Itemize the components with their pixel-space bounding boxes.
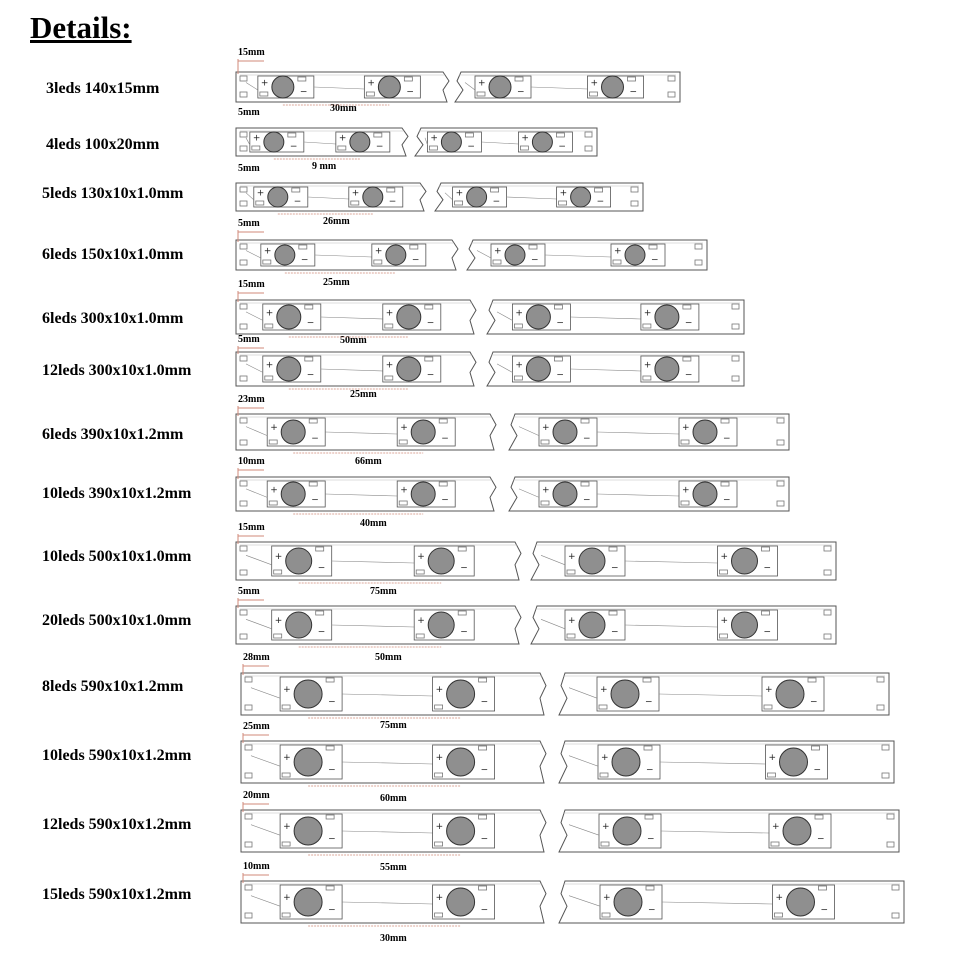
- strip-outline: [559, 741, 894, 783]
- led-chip: [571, 187, 591, 207]
- pitch-dimension-label: 40mm: [360, 518, 387, 529]
- led-chip: [505, 245, 525, 265]
- led-chip: [693, 482, 717, 506]
- minus-sign: −: [480, 697, 489, 708]
- minus-sign: −: [817, 834, 825, 845]
- minus-sign: −: [763, 627, 772, 638]
- edge-dimension-label: 20mm: [243, 790, 270, 801]
- minus-sign: −: [651, 255, 659, 266]
- plus-sign: +: [515, 308, 523, 319]
- led-chip: [428, 548, 454, 574]
- strip-spec-label: 12leds 300x10x1.0mm: [42, 362, 192, 379]
- led-chip: [732, 612, 758, 638]
- minus-sign: −: [820, 905, 829, 916]
- strip-row: [236, 406, 789, 453]
- led-chip: [428, 612, 454, 638]
- strip-outline: [531, 542, 836, 580]
- strip-spec-label: 12leds 590x10x1.2mm: [42, 816, 192, 833]
- plus-sign: +: [417, 552, 425, 563]
- strip-spec-label: 6leds 390x10x1.2mm: [42, 426, 184, 443]
- led-chip: [294, 748, 322, 776]
- plus-sign: +: [521, 133, 529, 144]
- plus-sign: +: [603, 892, 611, 903]
- led-chip: [272, 76, 294, 98]
- plus-sign: +: [338, 133, 347, 144]
- edge-dimension-label: 5mm: [238, 334, 260, 345]
- minus-sign: −: [646, 765, 654, 776]
- led-chip: [268, 187, 288, 207]
- pitch-dimension-label: 9 mm: [312, 161, 337, 172]
- strip-outline: [559, 881, 904, 923]
- led-chip: [363, 187, 383, 207]
- plus-sign: +: [455, 188, 464, 199]
- strip-spec-label: 20leds 500x10x1.0mm: [42, 612, 192, 629]
- plus-sign: +: [559, 188, 568, 199]
- plus-sign: +: [400, 423, 408, 434]
- plus-sign: +: [351, 188, 360, 199]
- plus-sign: +: [252, 133, 261, 144]
- strip-outline: [531, 606, 836, 644]
- led-chip: [787, 888, 815, 916]
- minus-sign: −: [480, 765, 489, 776]
- led-chip: [732, 548, 758, 574]
- plus-sign: +: [772, 821, 780, 832]
- plus-sign: +: [542, 485, 550, 496]
- minus-sign: −: [723, 434, 731, 444]
- led-chip: [776, 680, 804, 708]
- led-chip: [447, 748, 475, 776]
- led-chip: [526, 357, 550, 381]
- led-chip: [489, 76, 511, 98]
- strip-row: [236, 183, 643, 214]
- led-chip: [612, 748, 640, 776]
- plus-sign: +: [374, 246, 383, 257]
- led-chip: [602, 76, 624, 98]
- plus-sign: +: [515, 360, 523, 371]
- minus-sign: −: [306, 370, 315, 381]
- minus-sign: −: [467, 142, 475, 152]
- plus-sign: +: [601, 752, 609, 763]
- plus-sign: +: [400, 485, 408, 496]
- led-chip: [655, 357, 679, 381]
- minus-sign: −: [311, 434, 319, 444]
- led-chip: [655, 305, 679, 329]
- pitch-dimension-label: 55mm: [380, 862, 407, 873]
- led-chip: [277, 305, 301, 329]
- plus-sign: +: [775, 892, 784, 903]
- edge-dimension-label: 25mm: [243, 721, 270, 732]
- plus-sign: +: [274, 616, 283, 627]
- led-chip: [350, 132, 370, 152]
- led-chip: [386, 245, 406, 265]
- led-chip: [281, 420, 305, 444]
- minus-sign: −: [300, 255, 309, 266]
- strip-row: [236, 468, 789, 514]
- led-chip: [526, 305, 550, 329]
- minus-sign: −: [583, 495, 591, 506]
- led-chip: [579, 612, 605, 638]
- strip-outline: [487, 300, 744, 334]
- minus-sign: −: [492, 197, 501, 207]
- plus-sign: +: [720, 552, 729, 563]
- minus-sign: −: [531, 255, 539, 266]
- strip-spec-label: 6leds 150x10x1.0mm: [42, 246, 184, 263]
- strip-spec-label: 10leds 500x10x1.0mm: [42, 548, 192, 565]
- led-chip: [625, 245, 645, 265]
- minus-sign: −: [556, 370, 564, 381]
- minus-sign: −: [611, 627, 619, 638]
- led-chip: [397, 357, 421, 381]
- plus-sign: +: [600, 684, 608, 695]
- minus-sign: −: [813, 765, 822, 776]
- led-chip: [275, 245, 295, 265]
- plus-sign: +: [643, 360, 652, 371]
- edge-dimension-label: 15mm: [238, 522, 265, 533]
- strip-row: [236, 346, 744, 389]
- edge-dimension-label: 23mm: [238, 394, 265, 405]
- plus-sign: +: [270, 423, 278, 434]
- plus-sign: +: [435, 821, 444, 832]
- plus-sign: +: [260, 78, 269, 89]
- plus-sign: +: [417, 616, 425, 627]
- led-chip: [378, 76, 400, 98]
- minus-sign: −: [426, 318, 435, 329]
- minus-sign: −: [375, 142, 384, 152]
- strip-row: [236, 128, 597, 159]
- strip-row: [236, 230, 707, 273]
- strip-row: [236, 598, 836, 647]
- plus-sign: +: [435, 684, 444, 695]
- minus-sign: −: [328, 697, 336, 708]
- strip-outline: [509, 414, 789, 450]
- pitch-dimension-label: 25mm: [323, 277, 350, 288]
- plus-sign: +: [478, 78, 486, 89]
- strip-spec-label: 10leds 390x10x1.2mm: [42, 485, 192, 502]
- led-chip: [294, 817, 322, 845]
- minus-sign: −: [293, 197, 302, 207]
- plus-sign: +: [614, 246, 622, 257]
- minus-sign: −: [684, 318, 693, 329]
- minus-sign: −: [460, 627, 468, 638]
- plus-sign: +: [265, 308, 274, 319]
- strip-row: [236, 291, 744, 337]
- strip-outline: [559, 673, 889, 715]
- minus-sign: −: [411, 255, 420, 266]
- plus-sign: +: [590, 78, 599, 89]
- minus-sign: −: [647, 834, 655, 845]
- strip-outline: [559, 810, 899, 852]
- minus-sign: −: [611, 563, 619, 574]
- led-chip: [441, 132, 461, 152]
- minus-sign: −: [328, 834, 336, 845]
- strip-row: [241, 802, 899, 855]
- plus-sign: +: [494, 246, 502, 257]
- led-chip: [286, 612, 312, 638]
- minus-sign: −: [684, 370, 693, 381]
- plus-sign: +: [263, 246, 272, 257]
- plus-sign: +: [682, 423, 690, 434]
- plus-sign: +: [643, 308, 652, 319]
- led-chip: [277, 357, 301, 381]
- plus-sign: +: [283, 684, 291, 695]
- plus-sign: +: [256, 188, 265, 199]
- led-chip: [614, 888, 642, 916]
- strip-outline: [467, 240, 707, 270]
- strip-spec-label: 3leds 140x15mm: [46, 80, 160, 97]
- led-chip: [286, 548, 312, 574]
- strip-spec-label: 5leds 130x10x1.0mm: [42, 185, 184, 202]
- minus-sign: −: [388, 197, 397, 207]
- minus-sign: −: [556, 318, 564, 329]
- pitch-dimension-label: 50mm: [340, 335, 367, 346]
- minus-sign: −: [810, 697, 818, 708]
- plus-sign: +: [768, 752, 777, 763]
- led-chip: [447, 817, 475, 845]
- minus-sign: −: [426, 370, 435, 381]
- minus-sign: −: [289, 142, 298, 152]
- led-chip: [411, 482, 435, 506]
- edge-dimension-label: 15mm: [238, 279, 265, 290]
- led-chip: [693, 420, 717, 444]
- plus-sign: +: [283, 892, 291, 903]
- led-chip: [281, 482, 305, 506]
- led-chip: [411, 420, 435, 444]
- strip-spec-label: 8leds 590x10x1.2mm: [42, 678, 184, 695]
- strip-spec-label: 4leds 100x20mm: [46, 136, 160, 153]
- led-chip: [783, 817, 811, 845]
- plus-sign: +: [385, 360, 394, 371]
- edge-dimension-label: 28mm: [243, 652, 270, 663]
- led-chip: [294, 888, 322, 916]
- led-chip: [553, 420, 577, 444]
- led-chip: [447, 680, 475, 708]
- plus-sign: +: [435, 752, 444, 763]
- minus-sign: −: [299, 87, 308, 98]
- led-chip: [579, 548, 605, 574]
- plus-sign: +: [367, 78, 375, 89]
- pitch-dimension-label: 30mm: [330, 103, 357, 114]
- minus-sign: −: [645, 697, 653, 708]
- strip-spec-label: 6leds 300x10x1.0mm: [42, 310, 184, 327]
- strip-spec-label: 10leds 590x10x1.2mm: [42, 747, 192, 764]
- minus-sign: −: [406, 87, 414, 98]
- extra-dimension-label: 5mm: [238, 107, 260, 118]
- led-chip: [780, 748, 808, 776]
- minus-sign: −: [723, 495, 731, 506]
- strip-spec-label: 15leds 590x10x1.2mm: [42, 886, 192, 903]
- minus-sign: −: [460, 563, 468, 574]
- strip-row: [241, 873, 904, 926]
- edge-dimension-label: 5mm: [238, 586, 260, 597]
- pitch-dimension-label: 60mm: [380, 793, 407, 804]
- plus-sign: +: [283, 752, 291, 763]
- minus-sign: −: [629, 87, 638, 98]
- page-title: Details:: [30, 10, 132, 45]
- pitch-dimension-label: 75mm: [370, 586, 397, 597]
- led-chip: [467, 187, 487, 207]
- minus-sign: −: [648, 905, 656, 916]
- plus-sign: +: [265, 360, 274, 371]
- minus-sign: −: [480, 905, 489, 916]
- minus-sign: −: [317, 563, 326, 574]
- edge-dimension-label: 10mm: [243, 861, 270, 872]
- minus-sign: −: [596, 197, 605, 207]
- edge-dimension-label: 10mm: [238, 456, 265, 467]
- led-chip: [611, 680, 639, 708]
- pitch-dimension-label: 25mm: [350, 389, 377, 400]
- led-chip: [447, 888, 475, 916]
- led-chip: [532, 132, 552, 152]
- plus-sign: +: [568, 552, 576, 563]
- minus-sign: −: [441, 434, 449, 444]
- minus-sign: −: [311, 495, 319, 506]
- minus-sign: −: [480, 834, 489, 845]
- led-chip: [397, 305, 421, 329]
- plus-sign: +: [568, 616, 576, 627]
- plus-sign: +: [720, 616, 729, 627]
- strip-outline: [487, 352, 744, 386]
- minus-sign: −: [517, 87, 525, 98]
- edge-dimension-label: 15mm: [238, 47, 265, 58]
- plus-sign: +: [602, 821, 610, 832]
- plus-sign: +: [435, 892, 444, 903]
- led-chip: [294, 680, 322, 708]
- plus-sign: +: [542, 423, 550, 434]
- minus-sign: −: [306, 318, 315, 329]
- strip-row: [241, 664, 889, 718]
- led-chip: [553, 482, 577, 506]
- extra-dimension-label: 5mm: [238, 163, 260, 174]
- pitch-dimension-label: 75mm: [380, 720, 407, 731]
- minus-sign: −: [328, 905, 336, 916]
- minus-sign: −: [763, 563, 772, 574]
- plus-sign: +: [430, 133, 438, 144]
- strip-row: [241, 733, 894, 786]
- pitch-dimension-label: 66mm: [355, 456, 382, 467]
- minus-sign: −: [317, 627, 326, 638]
- plus-sign: +: [283, 821, 291, 832]
- minus-sign: −: [583, 434, 591, 444]
- edge-dimension-label: 5mm: [238, 218, 260, 229]
- pitch-dimension-label: 30mm: [380, 933, 407, 944]
- minus-sign: −: [328, 765, 336, 776]
- plus-sign: +: [270, 485, 278, 496]
- pitch-dimension-label: 26mm: [323, 216, 350, 227]
- plus-sign: +: [274, 552, 283, 563]
- minus-sign: −: [558, 142, 566, 152]
- plus-sign: +: [765, 684, 773, 695]
- plus-sign: +: [385, 308, 394, 319]
- strip-row: [236, 534, 836, 583]
- strip-outline: [509, 477, 789, 511]
- strip-row: [236, 59, 680, 105]
- led-chip: [264, 132, 284, 152]
- pitch-dimension-label: 50mm: [375, 652, 402, 663]
- minus-sign: −: [441, 495, 449, 506]
- led-chip: [613, 817, 641, 845]
- plus-sign: +: [682, 485, 690, 496]
